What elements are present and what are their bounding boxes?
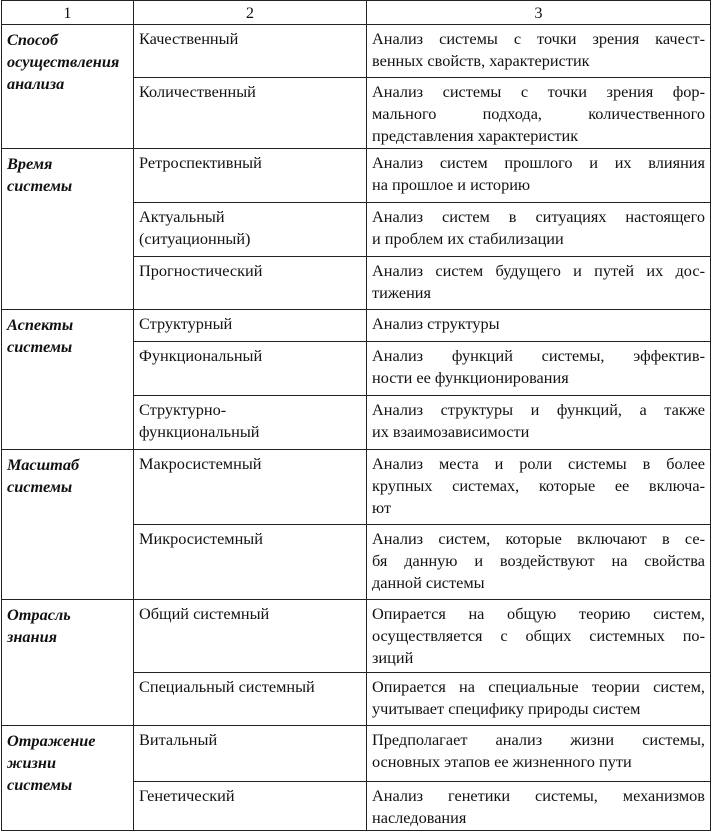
type-cell [134,203,367,257]
description-line: Анализ систем прошлого и их влияния [372,153,705,172]
type-line: Общий системный [139,604,270,623]
category-cell [2,310,134,450]
category-line: системы [7,337,73,356]
type-line: Генетический [139,786,235,805]
category-line: Отрасль [7,605,71,624]
description-line: ности ее функционирования [372,368,569,387]
type-cell [134,342,367,396]
description-cell [367,673,711,726]
description-line: Опирается на общую теорию систем, [372,604,705,623]
description-cell [367,78,711,149]
description-line: Анализ места и роли системы в более [372,454,705,473]
type-line: Специальный системный [139,677,315,696]
type-line: Микросистемный [139,529,263,548]
type-line: Макросистемный [139,454,262,473]
type-line: Структурно- [139,400,227,419]
category-cell [2,726,134,831]
description-line: бя данную и воздействуют на свойства [372,551,705,570]
category-line: системы [7,176,73,195]
description-cell [367,782,711,831]
category-line: знания [7,627,58,646]
description-line: и проблем их стабилизации [372,229,564,248]
category-line: системы [7,477,73,496]
header-row [2,1,711,25]
type-cell [134,149,367,203]
type-line: Структурный [139,314,233,333]
description-line: Анализ систем в ситуациях настоящего [372,207,705,226]
description-line: представления характеристик [372,126,579,145]
type-cell [134,525,367,600]
description-cell [367,396,711,450]
header-col-2: 2 [134,1,367,25]
category-cell [2,450,134,600]
type-cell [134,25,367,78]
description-cell [367,149,711,203]
description-line: Анализ генетики системы, механизмов [372,786,705,805]
table-row [2,25,711,78]
category-cell [2,600,134,726]
header-col-3: 3 [367,1,711,25]
type-line: Витальный [139,730,218,749]
type-line: Ретроспективный [139,153,262,172]
description-line: мального подхода, количественного [372,104,705,123]
type-cell [134,450,367,525]
description-line: Опирается на специальные теории систем, [372,677,705,696]
table-row [2,149,711,203]
description-cell [367,726,711,782]
description-line: осуществляется с общих системных по- [372,626,705,645]
type-line: функциональный [139,422,260,441]
category-line: Масштаб [7,455,80,474]
type-cell [134,78,367,149]
table-row [2,310,711,342]
type-cell [134,673,367,726]
type-line: Прогностический [139,261,263,280]
category-line: Аспекты [7,315,74,334]
table-body [2,25,711,831]
type-cell [134,257,367,310]
category-line: Отражение [7,731,96,750]
category-cell [2,149,134,310]
category-line: системы [7,775,73,794]
description-line: Анализ систем, которые включают в се- [372,529,705,548]
description-cell [367,257,711,310]
description-line: Анализ системы с точки зрения фор- [372,82,705,101]
description-cell [367,25,711,78]
category-line: Время [7,154,53,173]
description-cell [367,525,711,600]
description-cell [367,310,711,342]
description-line: Анализ систем будущего и путей их дос- [372,261,705,280]
description-cell [367,203,711,257]
type-cell [134,726,367,782]
description-cell [367,342,711,396]
type-line: (ситуационный) [139,229,251,248]
category-line: анализа [7,74,65,93]
description-cell [367,450,711,525]
description-line: данной системы [372,573,485,592]
header-col-1: 1 [2,1,134,25]
table-row [2,600,711,673]
description-line: на прошлое и историю [372,175,531,194]
type-cell [134,600,367,673]
type-cell [134,310,367,342]
table-row [2,450,711,525]
category-line: осуществления [7,52,120,71]
category-line: жизни [7,753,57,772]
description-line: наследования [372,808,467,827]
type-cell [134,782,367,831]
type-line: Качественный [139,29,239,48]
description-line: Анализ структуры [372,314,500,333]
description-line: Анализ функций системы, эффектив- [372,346,705,365]
description-line: Анализ структуры и функций, а также [372,400,705,419]
type-cell [134,396,367,450]
description-line: крупных системах, которые ее включа- [372,476,705,495]
type-line: Количественный [139,82,256,101]
category-line: Способ [7,30,59,49]
description-line: Анализ системы с точки зрения качест- [372,29,705,48]
classification-table [1,0,711,831]
description-line: венных свойств, характеристик [372,51,590,70]
type-line: Функциональный [139,346,263,365]
description-line: учитывает специфику природы систем [372,699,641,718]
description-line: тижения [372,283,432,302]
description-cell [367,600,711,673]
description-line: зиций [372,648,414,667]
category-cell [2,25,134,149]
table-row [2,726,711,782]
type-line: Актуальный [139,207,225,226]
description-line: ют [372,498,392,517]
description-line: Предполагает анализ жизни системы, [372,730,705,749]
description-line: их взаимозависимости [372,422,530,441]
description-line: основных этапов ее жизненного пути [372,752,632,771]
